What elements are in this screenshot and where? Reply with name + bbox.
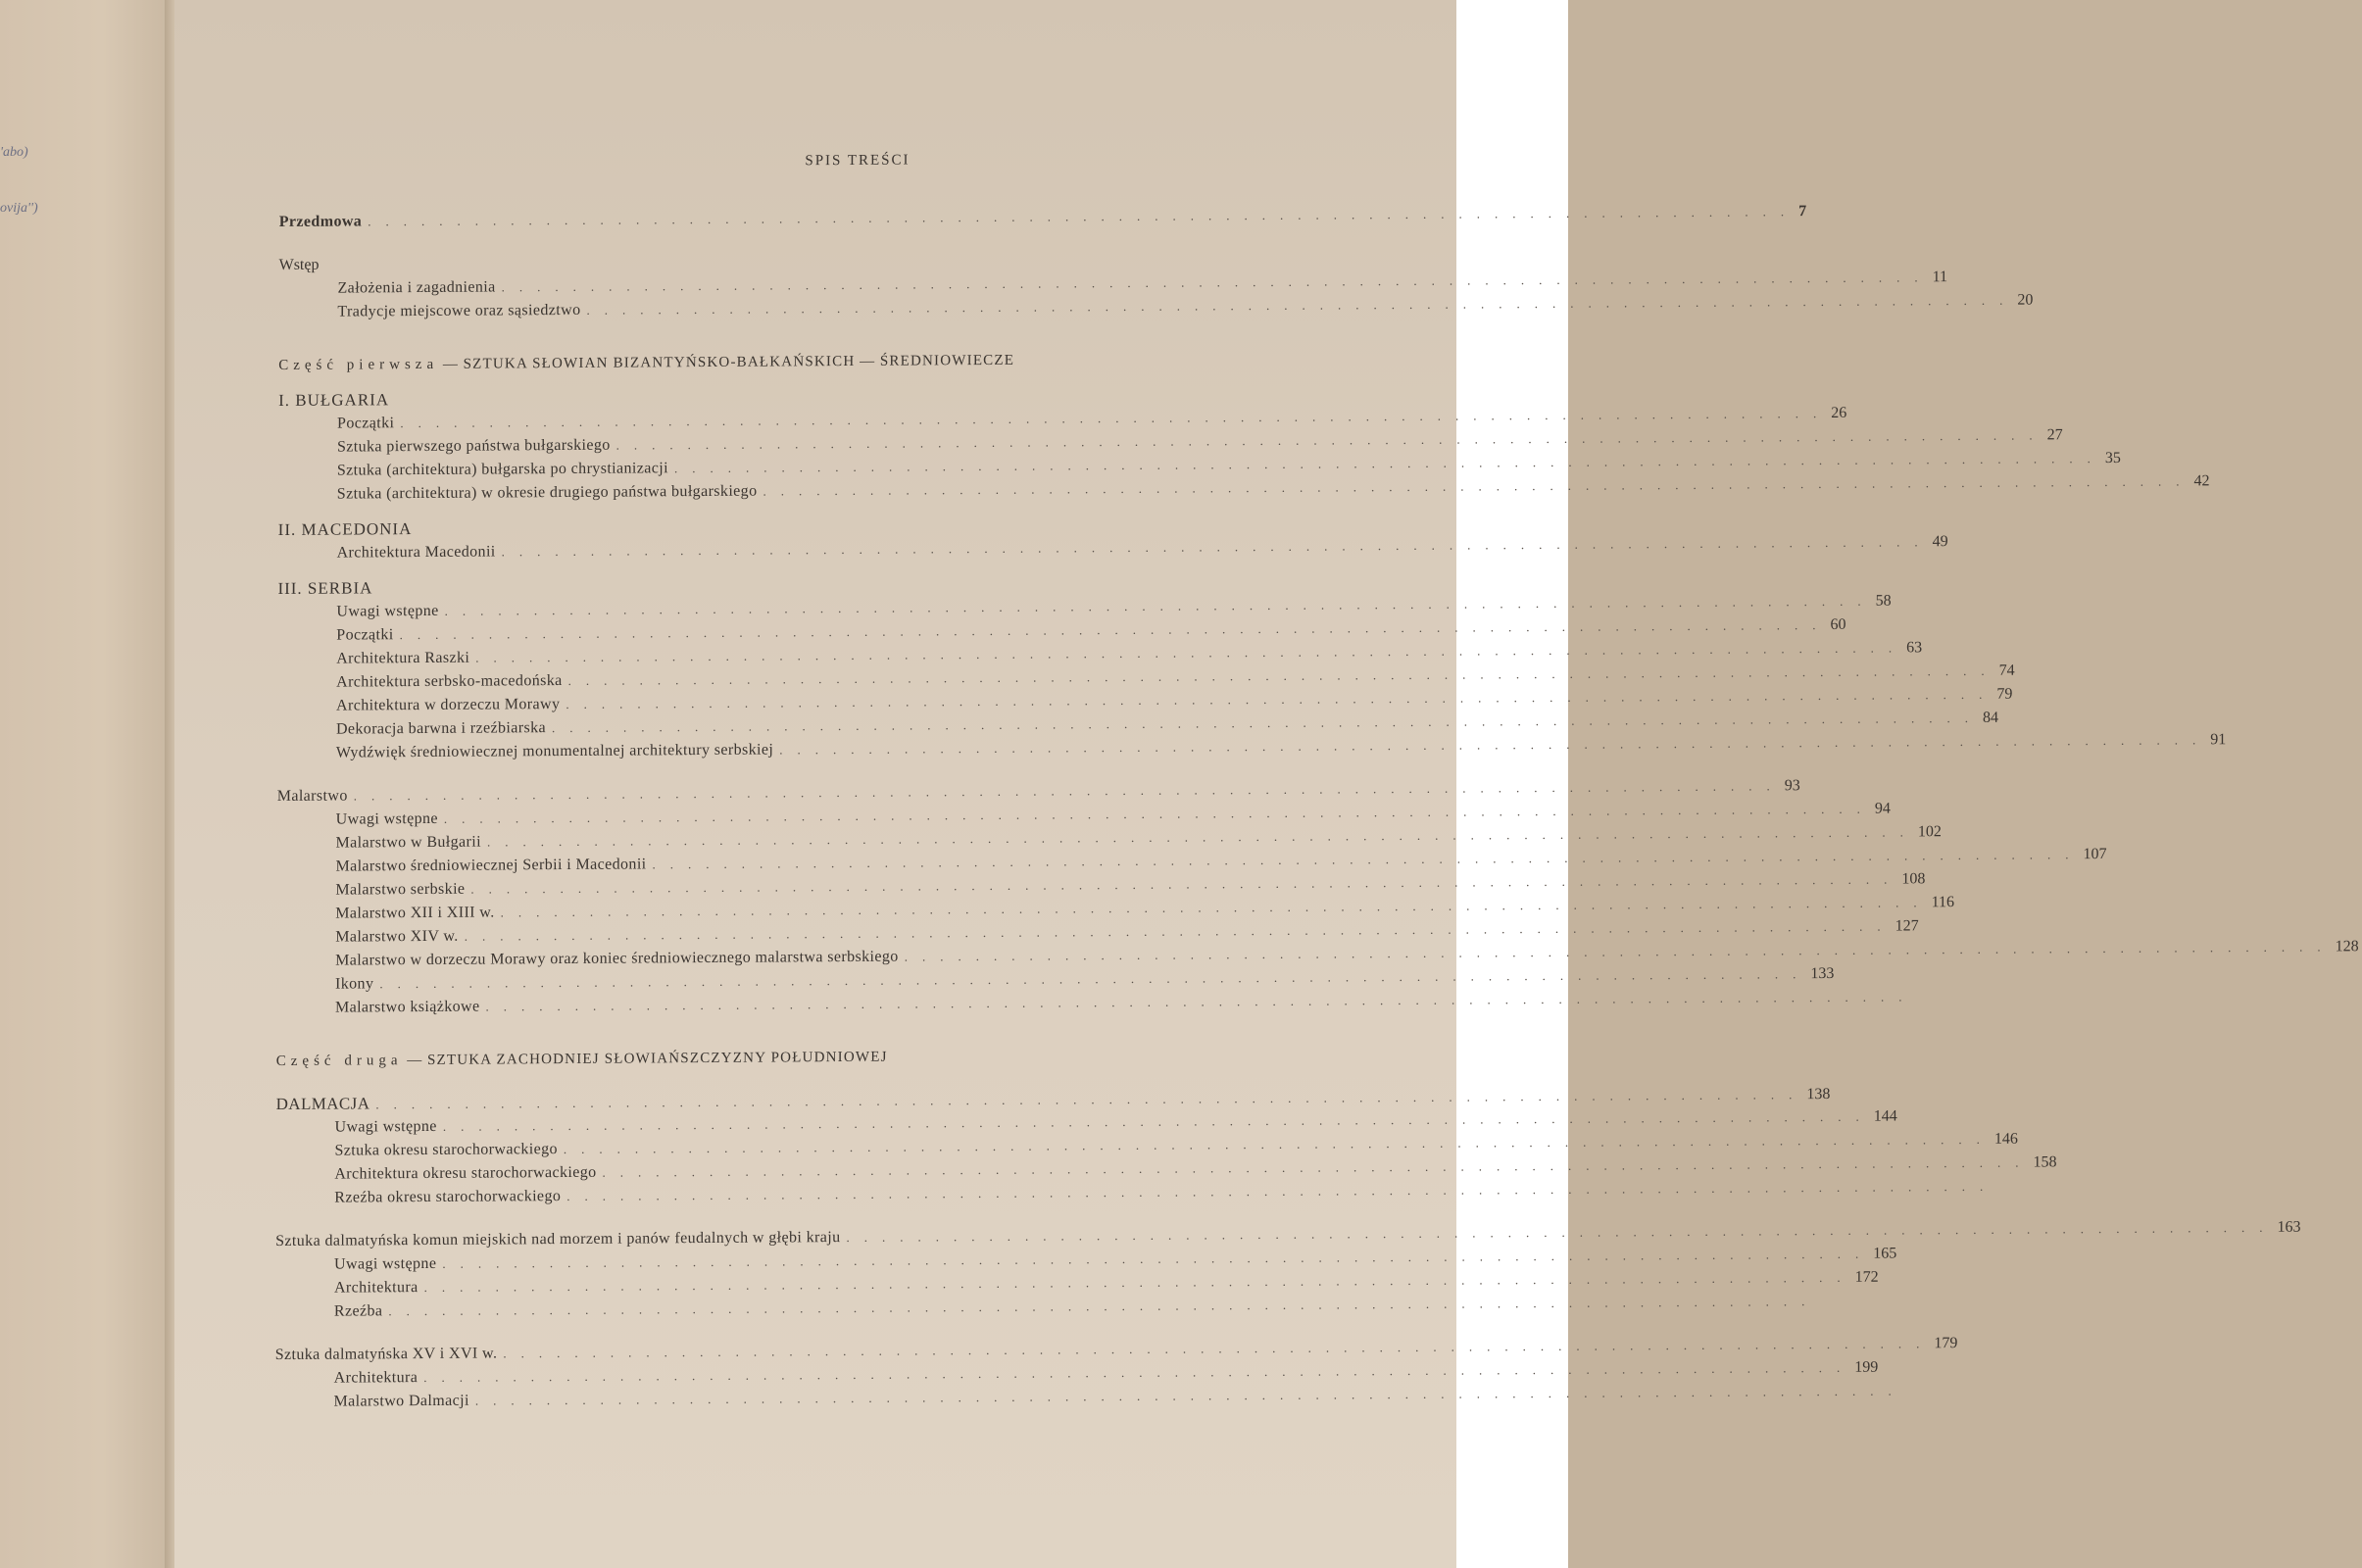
leader-dots: ................................................................................ (615, 427, 2047, 453)
toc-entry-label: Wydźwięk średniowiecznej monumentalnej architektury serbskiej (335, 741, 774, 761)
toc-entry-label: Architektura serbsko-macedońska (336, 671, 563, 691)
part-title: SZTUKA SŁOWIAN BIZANTYŃSKO-BAŁKAŃSKICH (463, 353, 856, 372)
leader-dots: ................................................................................ (763, 473, 2194, 499)
toc-entry-page: 172 (1854, 1268, 1879, 1286)
leader-dots: ................................................................................ (566, 1178, 1998, 1203)
toc-entry-label: Uwagi wstępne (335, 809, 438, 828)
toc-entry-page: 74 (1998, 662, 2015, 679)
leader-dots: ................................................................................ (388, 1294, 1820, 1319)
toc-entry-page: 49 (1932, 533, 1948, 551)
toc-entry-label: Malarstwo książkowe (334, 998, 480, 1016)
leader-dots: ................................................................................ (652, 847, 2084, 872)
leader-dots: ................................................................................ (368, 204, 1799, 229)
leader-dots: ................................................................................ (486, 824, 1918, 850)
toc-entry-page: 11 (1932, 269, 1948, 286)
part-dash: — (442, 356, 459, 372)
toc-entry-page: 42 (2193, 472, 2210, 490)
part-dash: — (860, 353, 876, 369)
toc-entry-page: 93 (1784, 777, 1800, 795)
toc-entry-page: 165 (1873, 1245, 1897, 1262)
table-of-contents (274, 150, 2359, 1414)
toc-entry-page: 91 (2210, 731, 2227, 749)
toc-entry-label: Malarstwo XII i XIII w. (335, 904, 495, 922)
leader-dots: ................................................................................ (673, 451, 2105, 476)
toc-entry-label: Architektura Raszki (336, 649, 470, 667)
leader-dots: ................................................................................ (464, 918, 1895, 944)
toc-entry-label: Początki (337, 415, 395, 432)
toc-entry-label: Architektura okresu starochorwackiego (334, 1163, 597, 1183)
part-suffix: ŚREDNIOWIECZE (879, 352, 1015, 369)
toc-entry-page: 179 (1934, 1335, 1958, 1352)
toc-entry-label: Ikony (335, 975, 374, 993)
left-page-fragment: 'abo) (0, 145, 28, 160)
leader-dots: ................................................................................ (400, 405, 1832, 431)
toc-entry-label: Architektura w dorzeczu Morawy (336, 696, 561, 714)
toc-entry-label: Architektura Macedonii (336, 543, 496, 562)
toc-entry-page: 108 (1901, 870, 1926, 888)
toc-entry-label: Początki (336, 626, 394, 644)
toc-entry-page: 7 (1798, 203, 1807, 220)
leader-dots: ................................................................................ (779, 732, 2211, 758)
toc-entry-page: 107 (2083, 846, 2107, 863)
left-page (0, 0, 172, 1568)
part-prefix: Część druga (275, 1053, 403, 1070)
leader-dots: ................................................................................ (501, 534, 1933, 560)
toc-entry-label: Tradycje miejscowe oraz sąsiedztwo (337, 301, 581, 320)
toc-entry-label: Sztuka okresu starochorwackiego (334, 1141, 558, 1159)
toc-entry-page: 58 (1875, 592, 1892, 610)
section-heading-wstep: Wstęp (278, 256, 320, 274)
part-dash: — (407, 1053, 423, 1069)
toc-entry-label: Dekoracja barwna i rzeźbiarska (335, 719, 547, 738)
toc-entry-page: 27 (2046, 426, 2063, 444)
toc-entry-label: Założenia i zagadnienia (337, 278, 496, 297)
toc-entry-page: 144 (1873, 1107, 1897, 1125)
leader-dots: ................................................................................ (474, 1383, 1906, 1408)
toc-entry-page: 102 (1917, 823, 1942, 841)
toc-entry-page: 163 (2277, 1218, 2301, 1236)
toc-entry-label: Uwagi wstępne (336, 602, 439, 620)
toc-entry-label: Sztuka (architektura) w okresie drugiego państwa bułgarskiego (336, 482, 758, 503)
leader-dots: ................................................................................ (485, 989, 1917, 1014)
leader-dots: ................................................................................ (904, 939, 2336, 964)
left-page-fragment: ovija'') (0, 201, 38, 216)
leader-dots: ................................................................................ (501, 270, 1933, 295)
leader-dots: ................................................................................ (444, 593, 1876, 618)
leader-dots: ................................................................................ (475, 640, 1907, 665)
toc-entry-label: Malarstwo (276, 787, 348, 806)
toc-entry-label: Sztuka dalmatyńska komun miejskich nad morzem i panów feudalnych w głębi kraju (275, 1229, 841, 1250)
leader-dots: ................................................................................ (423, 1269, 1855, 1295)
toc-entry-label: Architektura (333, 1279, 418, 1297)
toc-title: SPIS TREŚCI (805, 152, 910, 170)
leader-dots: ................................................................................ (353, 778, 1785, 804)
toc-entry-label: Uwagi wstępne (334, 1254, 437, 1273)
leader-dots: ................................................................................ (375, 1087, 1807, 1112)
toc-entry-page: 63 (1906, 639, 1923, 657)
leader-dots: ................................................................................ (442, 1246, 1874, 1271)
section-heading-bulgaria: I. BUŁGARIA (278, 390, 390, 411)
toc-entry-label: Malarstwo Dalmacji (333, 1392, 469, 1410)
toc-entry-page: 128 (2335, 938, 2359, 956)
toc-entry-page: 35 (2104, 449, 2121, 467)
leader-dots: ................................................................................ (602, 1154, 2034, 1180)
section-heading-macedonia: II. MACEDONIA (277, 519, 413, 540)
section-heading-serbia: III. SERBIA (277, 578, 373, 599)
leader-dots: ................................................................................ (503, 1336, 1935, 1361)
toc-entry-label: Malarstwo serbskie (335, 880, 466, 899)
toc-entry-page: 138 (1806, 1085, 1831, 1103)
toc-entry-page: 116 (1931, 894, 1955, 911)
toc-entry-page: 84 (1982, 709, 1999, 726)
part-title: SZTUKA ZACHODNIEJ SŁOWIAŃSZCZYZNY POŁUDNIOWEJ (426, 1049, 888, 1068)
toc-entry-label: Malarstwo średniowiecznej Serbii i Macedonii (335, 856, 647, 875)
toc-entry-page: 94 (1874, 800, 1891, 817)
leader-dots: ................................................................................ (500, 895, 1932, 920)
toc-entry-label: Architektura (333, 1369, 418, 1387)
leader-dots: ................................................................................ (552, 710, 1984, 736)
toc-entry-page: 26 (1831, 404, 1847, 421)
leader-dots: ................................................................................ (586, 292, 2018, 318)
toc-entry-page: 133 (1810, 964, 1835, 983)
leader-dots: ................................................................................ (399, 616, 1831, 643)
toc-entry-page: 158 (2033, 1153, 2057, 1171)
toc-entry-label: Rzeźba (333, 1302, 383, 1320)
toc-entry-label: Malarstwo XIV w. (335, 927, 459, 946)
toc-entry-page: 199 (1854, 1358, 1879, 1376)
leader-dots: ................................................................................ (846, 1219, 2278, 1245)
toc-entry-label: Malarstwo w dorzeczu Morawy oraz koniec średniowiecznego malarstwa serbskiego (335, 948, 899, 969)
leader-dots: ................................................................................ (443, 801, 1875, 826)
leader-dots: ................................................................................ (379, 966, 1811, 992)
toc-entry-label: Malarstwo w Bułgarii (335, 833, 482, 852)
toc-entry-label: Uwagi wstępne (334, 1117, 437, 1136)
toc-entry-page: 127 (1895, 917, 1919, 935)
toc-entry-label: Przedmowa (278, 213, 363, 231)
leader-dots: ................................................................................ (470, 871, 1902, 897)
leader-dots: ................................................................................ (563, 1131, 1994, 1157)
toc-entry-page: 60 (1830, 615, 1846, 633)
toc-entry-page: 79 (1996, 685, 2013, 703)
leader-dots: ................................................................................ (567, 662, 1999, 688)
toc-entry-label: DALMACJA (275, 1094, 370, 1114)
leader-dots: ................................................................................ (423, 1359, 1855, 1386)
toc-entry-label: Sztuka pierwszego państwa bułgarskiego (336, 436, 611, 456)
toc-entry-page: 146 (1993, 1130, 2018, 1148)
toc-entry-label: Rzeźba okresu starochorwackiego (334, 1188, 562, 1206)
toc-entry-page: 20 (2017, 291, 2034, 309)
leader-dots: ................................................................................ (566, 686, 1997, 711)
toc-entry-label: Sztuka dalmatyńska XV i XVI w. (274, 1345, 498, 1364)
toc-entry-label: Sztuka (architektura) bułgarska po chrystianizacji (336, 460, 668, 479)
leader-dots: ................................................................................ (442, 1108, 1874, 1134)
part-prefix: Część pierwsza (278, 356, 439, 374)
